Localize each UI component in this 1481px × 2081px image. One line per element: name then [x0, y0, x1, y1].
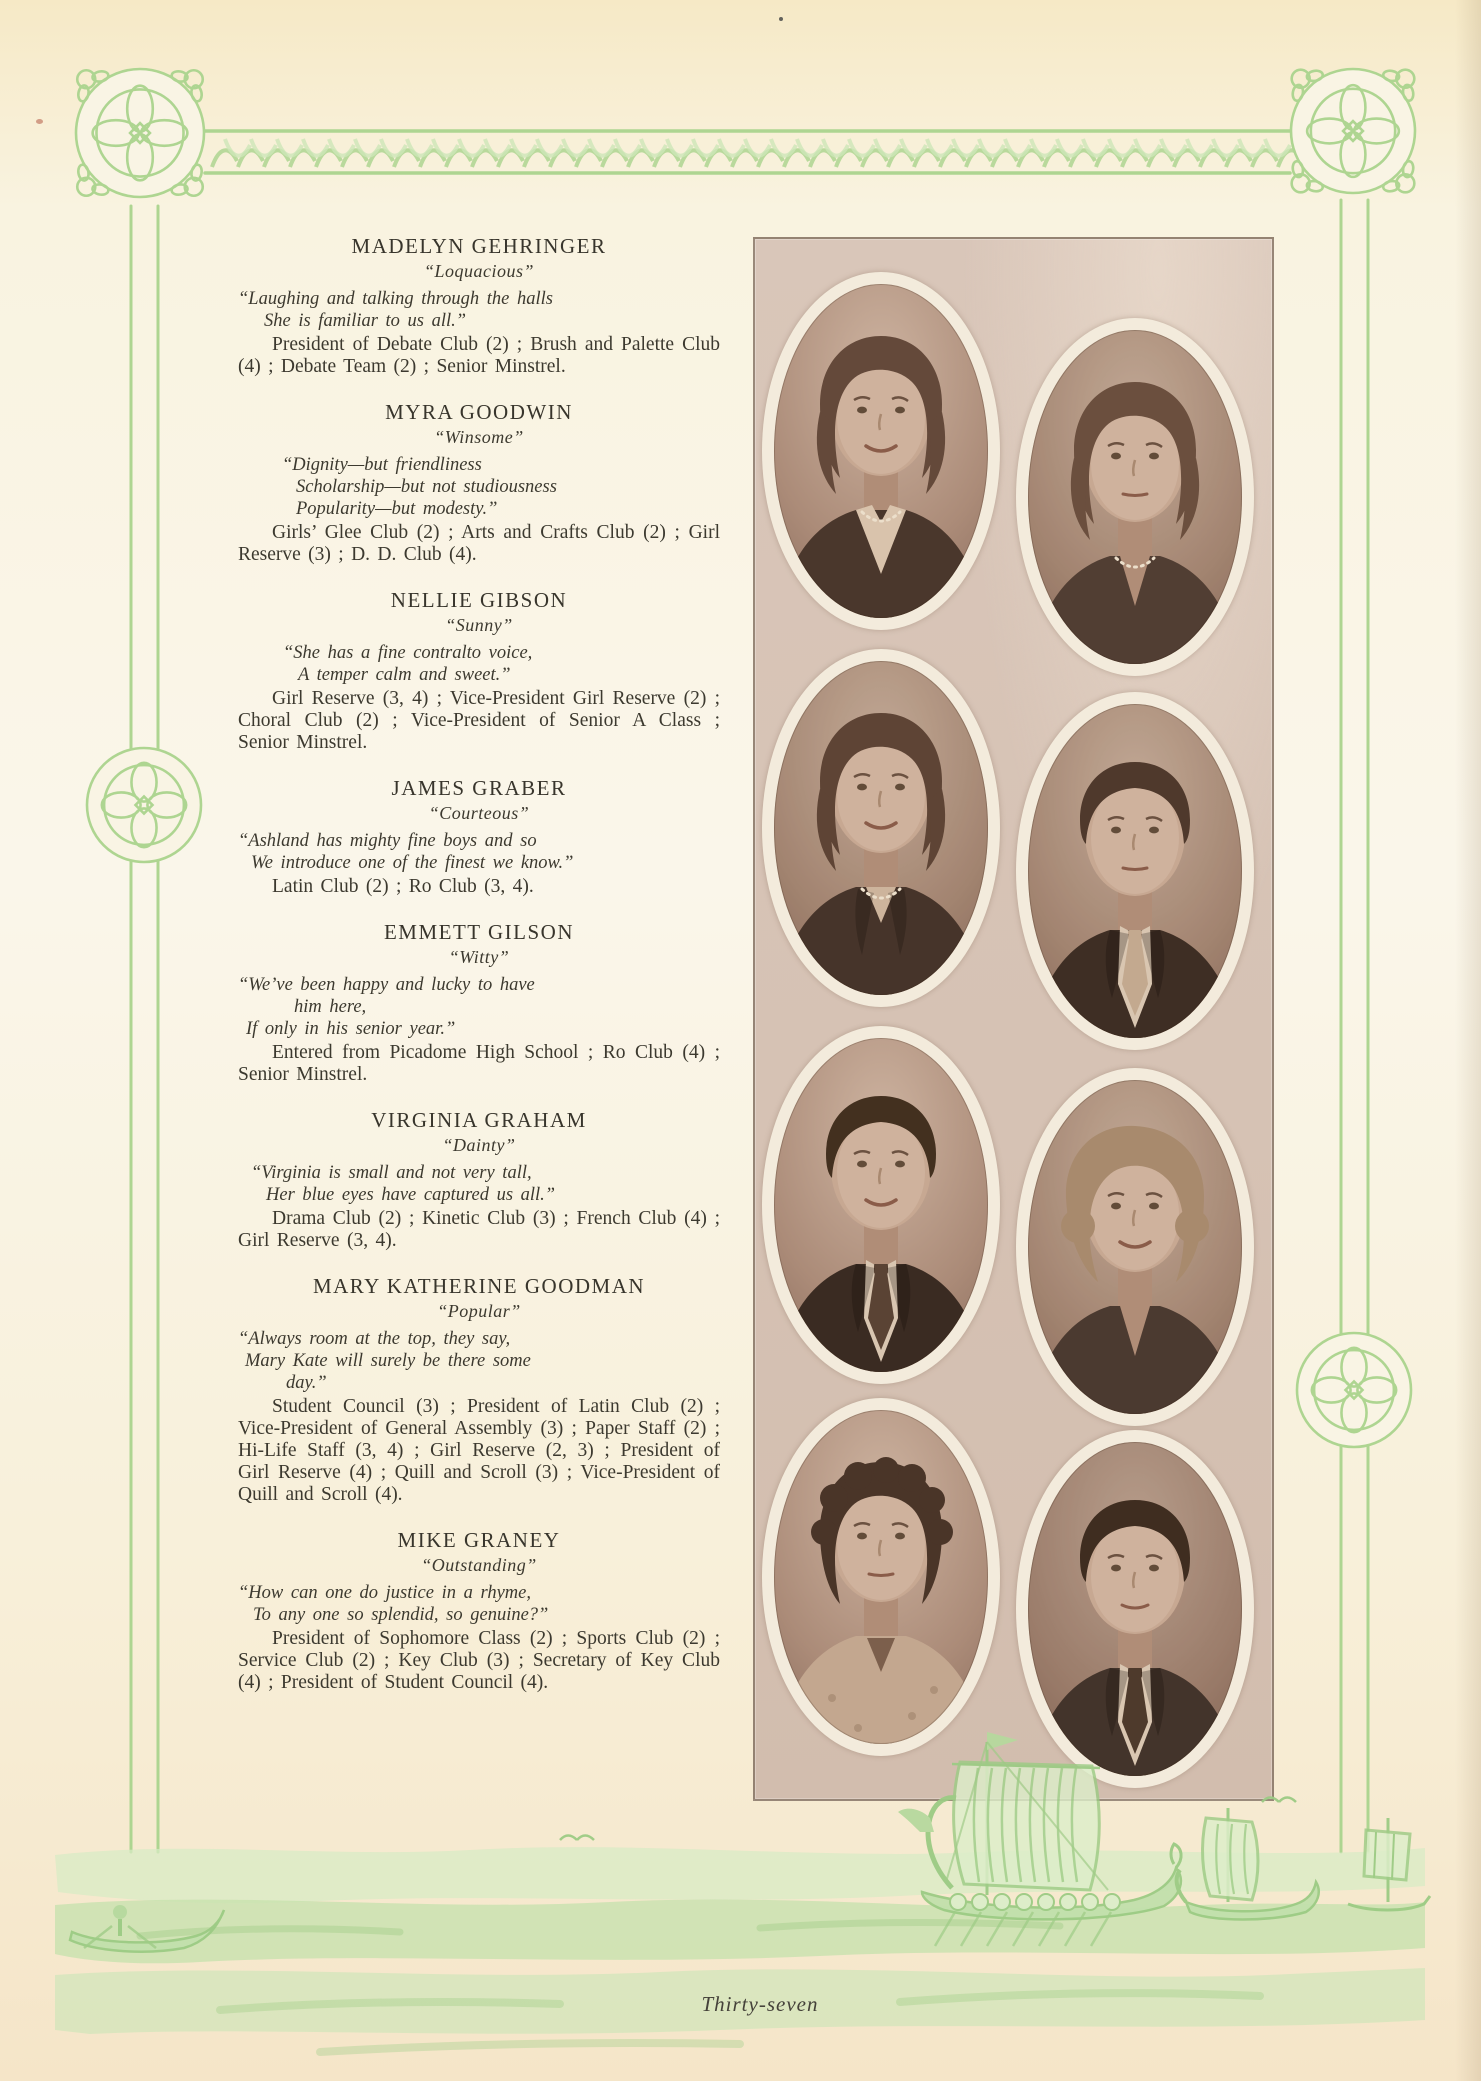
student-name: NELLIE GIBSON [390, 588, 568, 612]
quote-line: “Dignity—but friendliness [282, 455, 482, 475]
student-activities: Latin Club (2) ; Ro Club (3, 4). [272, 876, 534, 897]
quote-line: We introduce one of the finest we know.” [251, 853, 574, 873]
page-edge-shadow [1455, 0, 1481, 2081]
student-name: MIKE GRANEY [397, 1528, 561, 1552]
student-name: EMMETT GILSON [383, 920, 575, 944]
quote-line: him here, [294, 997, 367, 1017]
student-activities: President of Debate Club (2) ; Brush and Palette Club (4) ; Debate Team (2) ; Senior Minstrel. [238, 334, 720, 377]
quote-line: “Laughing and talking through the halls [238, 289, 553, 309]
student-entry-8 [238, 1528, 720, 1694]
student-quote [238, 830, 720, 874]
student-activities: Girl Reserve (3, 4) ; Vice-President Girl Reserve (2) ; Choral Club (2) ; Vice-President of Senior A Class ; Senior Minstrel. [238, 688, 720, 753]
student-activities: Entered from Picadome High School ; Ro Club (4) ; Senior Minstrel. [238, 1042, 720, 1085]
portrait-oval-5-man [762, 1026, 1000, 1384]
student-quote [238, 288, 720, 332]
student-name: MADELYN GEHRINGER [351, 234, 607, 258]
portrait-oval-4-man [1016, 692, 1254, 1050]
student-quote [238, 454, 720, 520]
student-activities: Drama Club (2) ; Kinetic Club (3) ; French Club (4) ; Girl Reserve (3, 4). [238, 1208, 720, 1251]
student-quote [238, 1582, 720, 1626]
quote-line: A temper calm and sweet.” [298, 665, 511, 685]
quote-line: If only in his senior year.” [246, 1019, 456, 1039]
quote-line: “We’ve been happy and lucky to have [238, 975, 535, 995]
page-number: Thirty-seven [701, 1992, 819, 2016]
student-nickname: “Courteous” [428, 803, 530, 823]
viking-ship-waves-illustration [0, 1690, 1481, 2081]
student-quote [238, 974, 720, 1040]
quote-line: To any one so splendid, so genuine?” [253, 1605, 549, 1625]
student-name: MARY KATHERINE GOODMAN [312, 1274, 646, 1298]
scan-speck [36, 119, 43, 124]
portrait-oval-1-woman [762, 272, 1000, 630]
student-name: VIRGINIA GRAHAM [371, 1108, 587, 1132]
student-activities: Girls’ Glee Club (2) ; Arts and Crafts Club (2) ; Girl Reserve (3) ; D. D. Club (4). [238, 522, 720, 565]
student-name: JAMES GRABER [391, 776, 567, 800]
quote-line: Mary Kate will surely be there some [245, 1351, 531, 1371]
student-entries-column [238, 234, 720, 1716]
portrait-oval-3-woman [762, 649, 1000, 1007]
quote-line: She is familiar to us all.” [264, 311, 467, 331]
student-nickname: “Outstanding” [421, 1555, 537, 1575]
student-entry-1 [238, 234, 720, 378]
scan-speck [779, 17, 783, 21]
portrait-oval-2-woman [1016, 318, 1254, 676]
student-entry-3 [238, 588, 720, 754]
quote-line: Scholarship—but not studiousness [296, 477, 557, 497]
quote-line: Popularity—but modesty.” [296, 499, 498, 519]
student-entry-6 [238, 1108, 720, 1252]
student-entry-7 [238, 1274, 720, 1506]
student-name: MYRA GOODWIN [385, 400, 573, 424]
student-nickname: “Loquacious” [423, 261, 535, 281]
student-entry-5 [238, 920, 720, 1086]
quote-line: “How can one do justice in a rhyme, [238, 1583, 531, 1603]
quote-line: “Ashland has mighty fine boys and so [238, 831, 537, 851]
student-activities: President of Sophomore Class (2) ; Sports Club (2) ; Service Club (2) ; Key Club (3) ; Secretary of Key Club (4) ; President of Student Council (4). [238, 1628, 720, 1693]
student-activities: Student Council (3) ; President of Latin Club (2) ; Vice-President of General Assembly (3) ; Paper Staff (2) ; Hi-Life Staff (3, 4) ; Girl Reserve (2, 3) ; President of Girl Reserve (4) ; Quill and Scroll (3) ; Vice-President of Quill and Scroll (4). [238, 1396, 720, 1505]
portrait-oval-6-woman [1016, 1068, 1254, 1426]
student-nickname: “Popular” [437, 1301, 521, 1321]
student-nickname: “Winsome” [434, 427, 524, 447]
quote-line: “Always room at the top, they say, [238, 1329, 511, 1349]
quote-line: day.” [286, 1373, 327, 1393]
student-quote [238, 1162, 720, 1206]
student-quote [238, 1328, 720, 1394]
student-nickname: “Dainty” [442, 1135, 516, 1155]
quote-line: “She has a fine contralto voice, [283, 643, 533, 663]
quote-line: “Virginia is small and not very tall, [251, 1163, 532, 1183]
student-nickname: “Witty” [448, 947, 510, 967]
student-nickname: “Sunny” [445, 615, 513, 635]
student-quote [238, 642, 720, 686]
quote-line: Her blue eyes have captured us all.” [266, 1185, 556, 1205]
student-entry-4 [238, 776, 720, 898]
student-entry-2 [238, 400, 720, 566]
